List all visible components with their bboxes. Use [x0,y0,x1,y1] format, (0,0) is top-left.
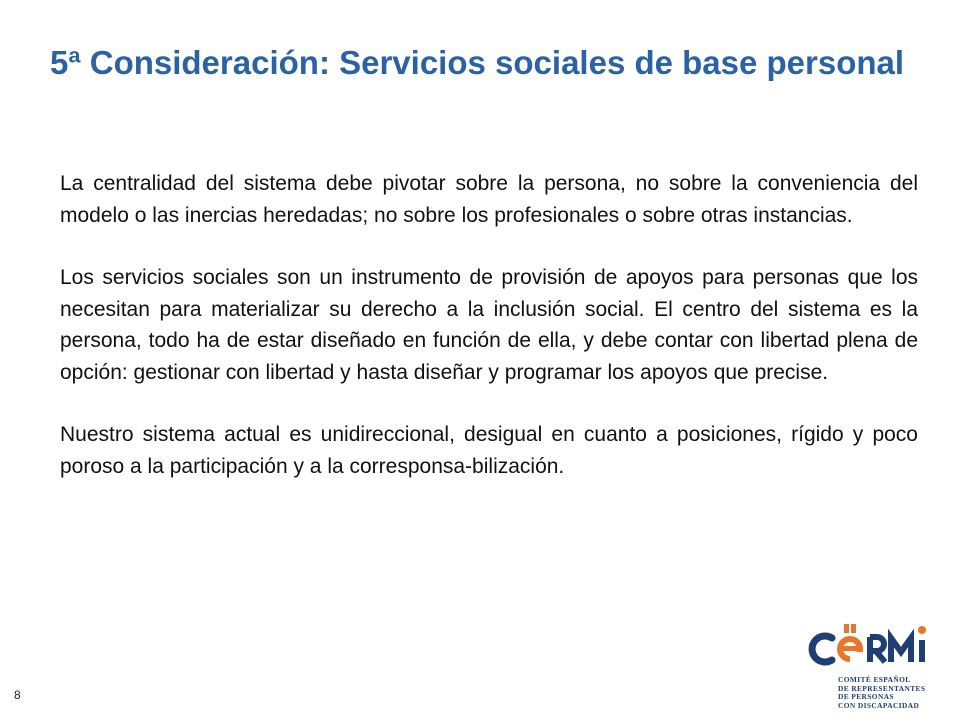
slide-body [60,168,918,513]
paragraph-2: Los servicios sociales son un instrumento de provisión de apoyos para personas que los necesitan para materializar su derecho a la inclusión social. El centro del sistema es la persona, todo ha de estar diseñado en función de ella, y debe contar con libertad plena de opción: gestionar con libertad y hasta diseñar y programar los apoyos que precise. [60,266,918,384]
logo-tagline-line: DE PERSONAS [838,692,894,702]
cermi-wordmark-icon [806,618,946,674]
cermi-logo [806,618,946,714]
logo-tagline-line: DE REPRESENTANTES [838,683,926,693]
paragraph-1: La centralidad del sistema debe pivotar sobre la persona, no sobre la conveniencia del modelo o las inercias heredadas; no sobre los profesionales o sobre otras instancias. [60,172,918,227]
page-number: 8 [14,688,21,702]
logo-tagline-line: COMITÉ ESPAÑOL [838,675,911,684]
paragraph-3: Nuestro sistema actual es unidireccional, desigual en cuanto a posiciones, rígido y poco poroso a la participación y a la corresponsa-bilización. [60,423,918,478]
logo-tagline-line: CON DISCAPACIDAD [838,700,920,710]
slide-title: 5ª Consideración: Servicios sociales de base personal [50,44,905,81]
logo-tagline [838,676,925,710]
